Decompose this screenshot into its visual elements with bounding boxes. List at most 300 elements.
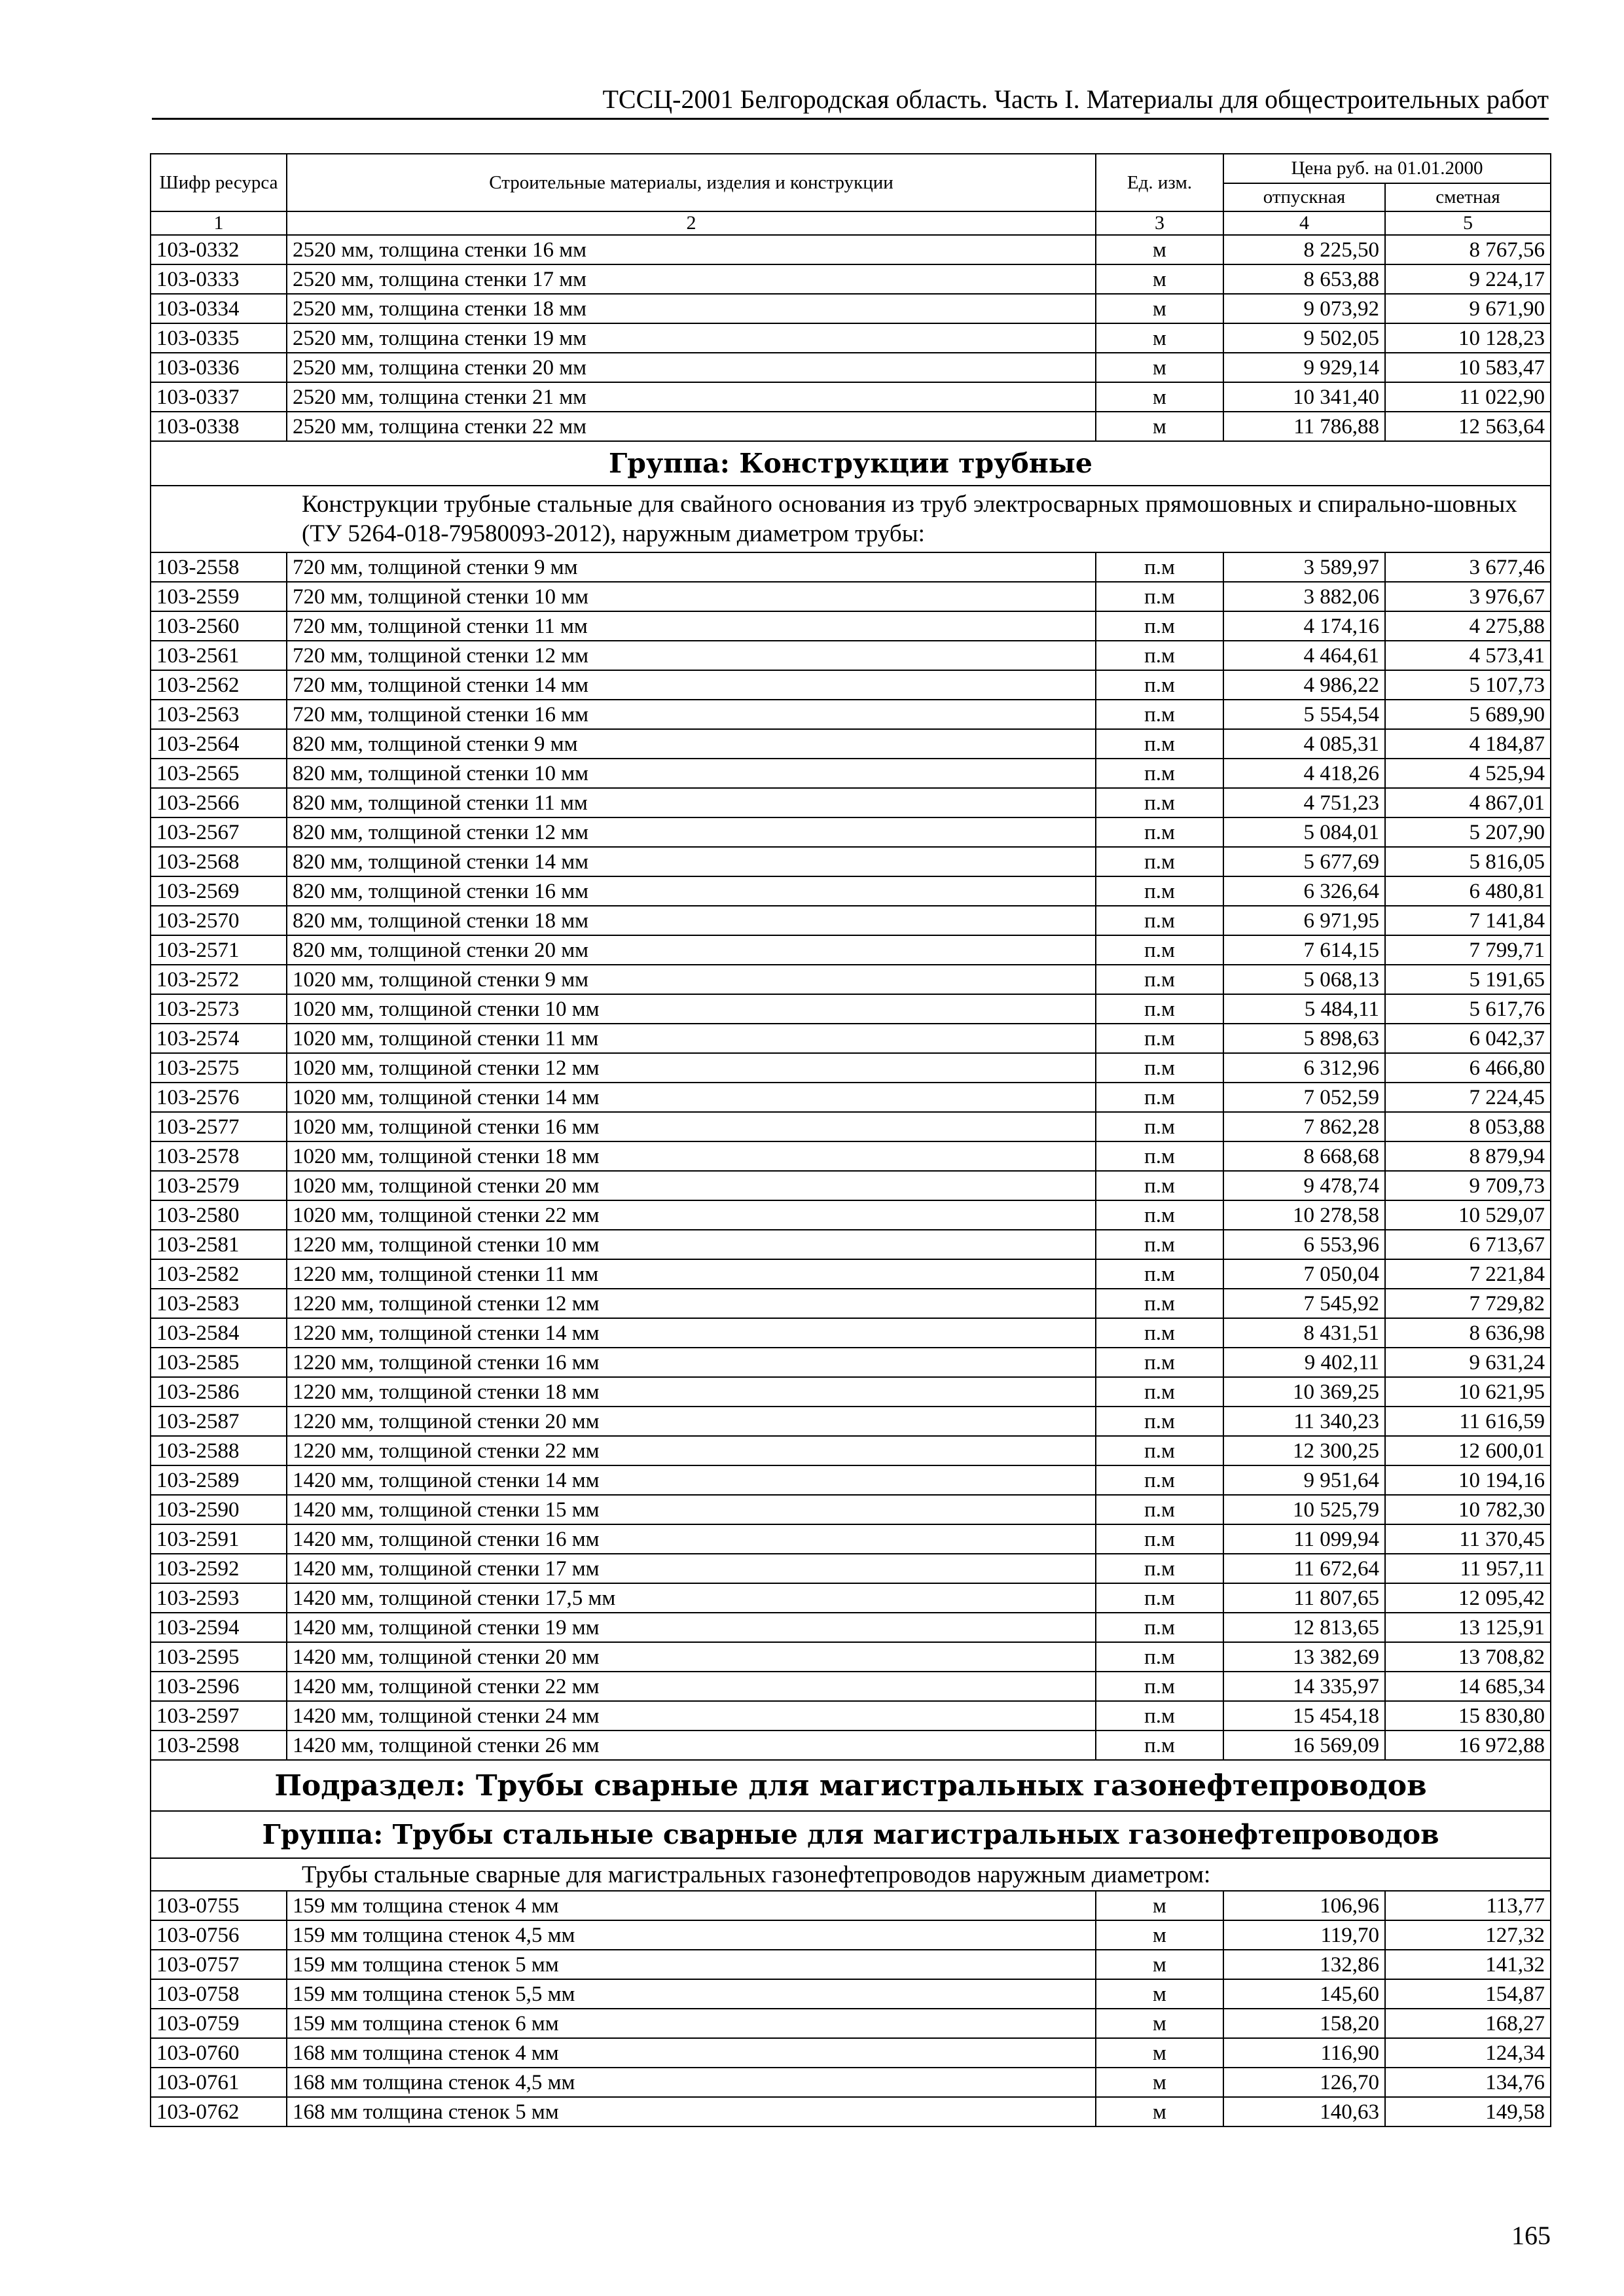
table-row <box>151 1920 1551 1950</box>
estimate-price: 127,32 <box>1385 1920 1551 1950</box>
header-estimate-price: сметная <box>1385 183 1551 211</box>
table-row <box>151 582 1551 611</box>
material-name: 1020 мм, толщиной стенки 12 мм <box>287 1053 1096 1083</box>
page-number: 165 <box>1511 2221 1551 2250</box>
table-row <box>151 1083 1551 1112</box>
unit-cell: п.м <box>1096 641 1223 670</box>
unit-cell: м <box>1096 2097 1223 2126</box>
release-price: 145,60 <box>1223 1979 1385 2009</box>
material-name: 2520 мм, толщина стенки 21 мм <box>287 382 1096 412</box>
group-description-row <box>151 486 1551 552</box>
table-row <box>151 1642 1551 1672</box>
release-price: 116,90 <box>1223 2038 1385 2068</box>
estimate-price: 8 636,98 <box>1385 1318 1551 1348</box>
resource-code: 103-0332 <box>151 235 287 264</box>
unit-cell: п.м <box>1096 1024 1223 1053</box>
resource-code: 103-2597 <box>151 1701 287 1731</box>
material-name: 1020 мм, толщиной стенки 14 мм <box>287 1083 1096 1112</box>
release-price: 6 326,64 <box>1223 876 1385 906</box>
resource-code: 103-0333 <box>151 264 287 294</box>
release-price: 9 402,11 <box>1223 1348 1385 1377</box>
release-price: 6 971,95 <box>1223 906 1385 935</box>
unit-cell: п.м <box>1096 1495 1223 1524</box>
table-row <box>151 1318 1551 1348</box>
material-name: 2520 мм, толщина стенки 22 мм <box>287 412 1096 441</box>
estimate-price: 7 224,45 <box>1385 1083 1551 1112</box>
material-name: 1420 мм, толщиной стенки 14 мм <box>287 1465 1096 1495</box>
resource-code: 103-2578 <box>151 1141 287 1171</box>
estimate-price: 12 600,01 <box>1385 1436 1551 1465</box>
estimate-price: 8 879,94 <box>1385 1141 1551 1171</box>
table-row <box>151 670 1551 700</box>
estimate-price: 16 972,88 <box>1385 1731 1551 1760</box>
unit-cell: п.м <box>1096 1053 1223 1083</box>
unit-cell: п.м <box>1096 876 1223 906</box>
release-price: 9 502,05 <box>1223 323 1385 353</box>
unit-cell: м <box>1096 1950 1223 1979</box>
estimate-price: 5 617,76 <box>1385 994 1551 1024</box>
estimate-price: 9 631,24 <box>1385 1348 1551 1377</box>
material-name: 1020 мм, толщиной стенки 11 мм <box>287 1024 1096 1053</box>
material-name: 159 мм толщина стенок 4,5 мм <box>287 1920 1096 1950</box>
estimate-price: 141,32 <box>1385 1950 1551 1979</box>
table-row <box>151 1672 1551 1701</box>
resource-code: 103-2566 <box>151 788 287 817</box>
estimate-price: 10 583,47 <box>1385 353 1551 382</box>
table-row <box>151 2068 1551 2097</box>
resource-code: 103-2563 <box>151 700 287 729</box>
table-row <box>151 1053 1551 1083</box>
resource-code: 103-2586 <box>151 1377 287 1407</box>
resource-code: 103-2580 <box>151 1200 287 1230</box>
estimate-price: 13 125,91 <box>1385 1613 1551 1642</box>
group-heading-row <box>151 1811 1551 1858</box>
estimate-price: 4 275,88 <box>1385 611 1551 641</box>
unit-cell: м <box>1096 323 1223 353</box>
estimate-price: 113,77 <box>1385 1891 1551 1920</box>
resource-code: 103-2561 <box>151 641 287 670</box>
unit-cell: п.м <box>1096 670 1223 700</box>
resource-code: 103-2573 <box>151 994 287 1024</box>
estimate-price: 9 671,90 <box>1385 294 1551 323</box>
table-row <box>151 1950 1551 1979</box>
release-price: 4 751,23 <box>1223 788 1385 817</box>
resource-code: 103-2596 <box>151 1672 287 1701</box>
estimate-price: 9 224,17 <box>1385 264 1551 294</box>
resource-code: 103-2562 <box>151 670 287 700</box>
material-name: 159 мм толщина стенок 5 мм <box>287 1950 1096 1979</box>
material-name: 2520 мм, толщина стенки 17 мм <box>287 264 1096 294</box>
release-price: 14 335,97 <box>1223 1672 1385 1701</box>
resource-code: 103-0758 <box>151 1979 287 2009</box>
material-name: 1020 мм, толщиной стенки 9 мм <box>287 965 1096 994</box>
column-number: 2 <box>287 211 1096 235</box>
material-name: 1420 мм, толщиной стенки 20 мм <box>287 1642 1096 1672</box>
unit-cell: п.м <box>1096 906 1223 935</box>
material-name: 1220 мм, толщиной стенки 20 мм <box>287 1407 1096 1436</box>
table-body-pipes <box>151 552 1551 1760</box>
material-name: 820 мм, толщиной стенки 14 мм <box>287 847 1096 876</box>
group-description: Конструкции трубные стальные для свайного основания из труб электросварных прямошовных и спирально-шовных (ТУ 5264-018-79580093-2012), наружным диаметром трубы: <box>151 486 1551 552</box>
table-row <box>151 2097 1551 2126</box>
release-price: 8 653,88 <box>1223 264 1385 294</box>
unit-cell: п.м <box>1096 1230 1223 1259</box>
unit-cell: п.м <box>1096 1318 1223 1348</box>
estimate-price: 3 677,46 <box>1385 552 1551 582</box>
unit-cell: п.м <box>1096 965 1223 994</box>
group-description-row <box>151 1858 1551 1891</box>
estimate-price: 4 573,41 <box>1385 641 1551 670</box>
resource-code: 103-0338 <box>151 412 287 441</box>
unit-cell: м <box>1096 1979 1223 2009</box>
material-name: 2520 мм, толщина стенки 18 мм <box>287 294 1096 323</box>
resource-code: 103-2577 <box>151 1112 287 1141</box>
material-name: 720 мм, толщиной стенки 9 мм <box>287 552 1096 582</box>
resource-code: 103-0760 <box>151 2038 287 2068</box>
header-release-price: отпускная <box>1223 183 1385 211</box>
table-row <box>151 1731 1551 1760</box>
table-row <box>151 552 1551 582</box>
table-row <box>151 1377 1551 1407</box>
table-row <box>151 965 1551 994</box>
release-price: 12 300,25 <box>1223 1436 1385 1465</box>
table-row <box>151 1141 1551 1171</box>
resource-code: 103-2572 <box>151 965 287 994</box>
unit-cell: м <box>1096 353 1223 382</box>
material-name: 1220 мм, толщиной стенки 11 мм <box>287 1259 1096 1289</box>
table-row <box>151 1891 1551 1920</box>
release-price: 6 312,96 <box>1223 1053 1385 1083</box>
material-name: 1020 мм, толщиной стенки 22 мм <box>287 1200 1096 1230</box>
material-name: 168 мм толщина стенок 4 мм <box>287 2038 1096 2068</box>
estimate-price: 5 816,05 <box>1385 847 1551 876</box>
resource-code: 103-2560 <box>151 611 287 641</box>
table-row <box>151 1024 1551 1053</box>
release-price: 6 553,96 <box>1223 1230 1385 1259</box>
material-name: 1220 мм, толщиной стенки 10 мм <box>287 1230 1096 1259</box>
unit-cell: п.м <box>1096 1348 1223 1377</box>
release-price: 7 050,04 <box>1223 1259 1385 1289</box>
estimate-price: 10 782,30 <box>1385 1495 1551 1524</box>
material-name: 1420 мм, толщиной стенки 17,5 мм <box>287 1583 1096 1613</box>
estimate-price: 6 713,67 <box>1385 1230 1551 1259</box>
material-name: 2520 мм, толщина стенки 19 мм <box>287 323 1096 353</box>
material-name: 820 мм, толщиной стенки 11 мм <box>287 788 1096 817</box>
release-price: 10 341,40 <box>1223 382 1385 412</box>
unit-cell: п.м <box>1096 1731 1223 1760</box>
document-title: ТССЦ-2001 Белгородская область. Часть I. Материалы для общестроительных работ <box>602 84 1549 114</box>
material-name: 159 мм толщина стенок 4 мм <box>287 1891 1096 1920</box>
material-name: 2520 мм, толщина стенки 16 мм <box>287 235 1096 264</box>
estimate-price: 10 128,23 <box>1385 323 1551 353</box>
table-row <box>151 847 1551 876</box>
estimate-price: 4 867,01 <box>1385 788 1551 817</box>
unit-cell: м <box>1096 1920 1223 1950</box>
subsection-heading: Подраздел: Трубы сварные для магистральных газонефтепроводов <box>151 1760 1551 1811</box>
release-price: 3 882,06 <box>1223 582 1385 611</box>
table-row <box>151 1259 1551 1289</box>
resource-code: 103-2585 <box>151 1348 287 1377</box>
release-price: 5 084,01 <box>1223 817 1385 847</box>
estimate-price: 11 022,90 <box>1385 382 1551 412</box>
resource-code: 103-2581 <box>151 1230 287 1259</box>
subsection-section <box>151 1760 1551 1891</box>
unit-cell: п.м <box>1096 1377 1223 1407</box>
release-price: 3 589,97 <box>1223 552 1385 582</box>
unit-cell: п.м <box>1096 935 1223 965</box>
material-name: 1420 мм, толщиной стенки 17 мм <box>287 1554 1096 1583</box>
release-price: 8 431,51 <box>1223 1318 1385 1348</box>
group-description: Трубы стальные сварные для магистральных газонефтепроводов наружным диаметром: <box>151 1858 1551 1891</box>
material-name: 720 мм, толщиной стенки 10 мм <box>287 582 1096 611</box>
table-row <box>151 817 1551 847</box>
estimate-price: 7 799,71 <box>1385 935 1551 965</box>
estimate-price: 154,87 <box>1385 1979 1551 2009</box>
unit-cell: п.м <box>1096 729 1223 759</box>
material-name: 1420 мм, толщиной стенки 15 мм <box>287 1495 1096 1524</box>
release-price: 8 668,68 <box>1223 1141 1385 1171</box>
table-row <box>151 1701 1551 1731</box>
unit-cell: п.м <box>1096 1583 1223 1613</box>
estimate-price: 12 563,64 <box>1385 412 1551 441</box>
table-body-top <box>151 235 1551 441</box>
release-price: 16 569,09 <box>1223 1731 1385 1760</box>
unit-cell: м <box>1096 2038 1223 2068</box>
material-name: 1020 мм, толщиной стенки 20 мм <box>287 1171 1096 1200</box>
resource-code: 103-0755 <box>151 1891 287 1920</box>
release-price: 10 278,58 <box>1223 1200 1385 1230</box>
column-numbers-row <box>151 211 1551 235</box>
material-name: 1220 мм, толщиной стенки 12 мм <box>287 1289 1096 1318</box>
estimate-price: 10 621,95 <box>1385 1377 1551 1407</box>
table-row <box>151 1524 1551 1554</box>
estimate-price: 8 053,88 <box>1385 1112 1551 1141</box>
unit-cell: п.м <box>1096 788 1223 817</box>
estimate-price: 11 616,59 <box>1385 1407 1551 1436</box>
resource-code: 103-2579 <box>151 1171 287 1200</box>
release-price: 106,96 <box>1223 1891 1385 1920</box>
resource-code: 103-2567 <box>151 817 287 847</box>
release-price: 15 454,18 <box>1223 1701 1385 1731</box>
material-name: 820 мм, толщиной стенки 12 мм <box>287 817 1096 847</box>
material-name: 820 мм, толщиной стенки 18 мм <box>287 906 1096 935</box>
resource-code: 103-2576 <box>151 1083 287 1112</box>
material-name: 159 мм толщина стенок 5,5 мм <box>287 1979 1096 2009</box>
estimate-price: 5 207,90 <box>1385 817 1551 847</box>
table-row <box>151 412 1551 441</box>
table-row <box>151 1495 1551 1524</box>
estimate-price: 14 685,34 <box>1385 1672 1551 1701</box>
resource-code: 103-2574 <box>151 1024 287 1053</box>
resource-code: 103-0762 <box>151 2097 287 2126</box>
table-row <box>151 1289 1551 1318</box>
estimate-price: 7 221,84 <box>1385 1259 1551 1289</box>
release-price: 5 898,63 <box>1223 1024 1385 1053</box>
unit-cell: п.м <box>1096 1289 1223 1318</box>
unit-cell: п.м <box>1096 817 1223 847</box>
release-price: 4 174,16 <box>1223 611 1385 641</box>
column-number: 1 <box>151 211 287 235</box>
table-row <box>151 353 1551 382</box>
unit-cell: м <box>1096 412 1223 441</box>
estimate-price: 7 141,84 <box>1385 906 1551 935</box>
material-name: 168 мм толщина стенок 4,5 мм <box>287 2068 1096 2097</box>
resource-code: 103-2593 <box>151 1583 287 1613</box>
estimate-price: 11 957,11 <box>1385 1554 1551 1583</box>
table-row <box>151 382 1551 412</box>
release-price: 11 786,88 <box>1223 412 1385 441</box>
release-price: 5 484,11 <box>1223 994 1385 1024</box>
resource-code: 103-0761 <box>151 2068 287 2097</box>
material-name: 1420 мм, толщиной стенки 26 мм <box>287 1731 1096 1760</box>
release-price: 13 382,69 <box>1223 1642 1385 1672</box>
column-number: 4 <box>1223 211 1385 235</box>
unit-cell: п.м <box>1096 1200 1223 1230</box>
unit-cell: п.м <box>1096 1701 1223 1731</box>
resource-code: 103-2582 <box>151 1259 287 1289</box>
unit-cell: м <box>1096 235 1223 264</box>
unit-cell: п.м <box>1096 1171 1223 1200</box>
resource-code: 103-2590 <box>151 1495 287 1524</box>
release-price: 126,70 <box>1223 2068 1385 2097</box>
material-name: 820 мм, толщиной стенки 10 мм <box>287 759 1096 788</box>
table-row <box>151 1583 1551 1613</box>
resource-code: 103-2568 <box>151 847 287 876</box>
resource-code: 103-2564 <box>151 729 287 759</box>
estimate-price: 124,34 <box>1385 2038 1551 2068</box>
material-name: 1020 мм, толщиной стенки 10 мм <box>287 994 1096 1024</box>
group-heading: Группа: Конструкции трубные <box>151 441 1551 486</box>
resource-code: 103-2565 <box>151 759 287 788</box>
unit-cell: м <box>1096 382 1223 412</box>
resource-code: 103-2589 <box>151 1465 287 1495</box>
estimate-price: 5 107,73 <box>1385 670 1551 700</box>
resource-code: 103-2575 <box>151 1053 287 1083</box>
estimate-price: 12 095,42 <box>1385 1583 1551 1613</box>
resource-code: 103-2594 <box>151 1613 287 1642</box>
table-body-gas <box>151 1891 1551 2126</box>
material-name: 1420 мм, толщиной стенки 22 мм <box>287 1672 1096 1701</box>
unit-cell: п.м <box>1096 700 1223 729</box>
table-row <box>151 1230 1551 1259</box>
material-name: 1220 мм, толщиной стенки 16 мм <box>287 1348 1096 1377</box>
page-header <box>152 77 1549 120</box>
table-row <box>151 1348 1551 1377</box>
material-name: 720 мм, толщиной стенки 14 мм <box>287 670 1096 700</box>
unit-cell: м <box>1096 264 1223 294</box>
release-price: 7 614,15 <box>1223 935 1385 965</box>
unit-cell: п.м <box>1096 552 1223 582</box>
release-price: 9 478,74 <box>1223 1171 1385 1200</box>
resource-code: 103-2592 <box>151 1554 287 1583</box>
estimate-price: 4 525,94 <box>1385 759 1551 788</box>
resource-code: 103-2570 <box>151 906 287 935</box>
unit-cell: п.м <box>1096 847 1223 876</box>
group-heading: Группа: Трубы стальные сварные для магистральных газонефтепроводов <box>151 1811 1551 1858</box>
resource-code: 103-2559 <box>151 582 287 611</box>
material-name: 1220 мм, толщиной стенки 22 мм <box>287 1436 1096 1465</box>
unit-cell: п.м <box>1096 1613 1223 1642</box>
table-row <box>151 264 1551 294</box>
release-price: 4 464,61 <box>1223 641 1385 670</box>
table-row <box>151 1112 1551 1141</box>
release-price: 7 862,28 <box>1223 1112 1385 1141</box>
release-price: 4 418,26 <box>1223 759 1385 788</box>
resource-code: 103-2598 <box>151 1731 287 1760</box>
table-header <box>151 154 1551 235</box>
unit-cell: п.м <box>1096 1642 1223 1672</box>
release-price: 4 986,22 <box>1223 670 1385 700</box>
resource-code: 103-0335 <box>151 323 287 353</box>
resource-code: 103-2587 <box>151 1407 287 1436</box>
material-name: 820 мм, толщиной стенки 20 мм <box>287 935 1096 965</box>
release-price: 4 085,31 <box>1223 729 1385 759</box>
material-name: 720 мм, толщиной стенки 11 мм <box>287 611 1096 641</box>
material-name: 820 мм, толщиной стенки 9 мм <box>287 729 1096 759</box>
material-name: 820 мм, толщиной стенки 16 мм <box>287 876 1096 906</box>
unit-cell: п.м <box>1096 1407 1223 1436</box>
resource-code: 103-2583 <box>151 1289 287 1318</box>
unit-cell: п.м <box>1096 582 1223 611</box>
unit-cell: п.м <box>1096 1112 1223 1141</box>
material-name: 159 мм толщина стенок 6 мм <box>287 2009 1096 2038</box>
group-heading-row <box>151 441 1551 486</box>
unit-cell: п.м <box>1096 1259 1223 1289</box>
release-price: 12 813,65 <box>1223 1613 1385 1642</box>
header-name: Строительные материалы, изделия и конструкции <box>287 154 1096 211</box>
table-row <box>151 729 1551 759</box>
group-section-1 <box>151 441 1551 552</box>
material-name: 1020 мм, толщиной стенки 16 мм <box>287 1112 1096 1141</box>
estimate-price: 11 370,45 <box>1385 1524 1551 1554</box>
unit-cell: п.м <box>1096 1672 1223 1701</box>
estimate-price: 134,76 <box>1385 2068 1551 2097</box>
material-name: 2520 мм, толщина стенки 20 мм <box>287 353 1096 382</box>
release-price: 7 545,92 <box>1223 1289 1385 1318</box>
estimate-price: 149,58 <box>1385 2097 1551 2126</box>
table-row <box>151 1171 1551 1200</box>
header-unit: Ед. изм. <box>1096 154 1223 211</box>
table-row <box>151 2038 1551 2068</box>
release-price: 8 225,50 <box>1223 235 1385 264</box>
resource-code: 103-2571 <box>151 935 287 965</box>
estimate-price: 3 976,67 <box>1385 582 1551 611</box>
material-name: 168 мм толщина стенок 5 мм <box>287 2097 1096 2126</box>
estimate-price: 10 194,16 <box>1385 1465 1551 1495</box>
release-price: 11 340,23 <box>1223 1407 1385 1436</box>
release-price: 132,86 <box>1223 1950 1385 1979</box>
estimate-price: 13 708,82 <box>1385 1642 1551 1672</box>
estimate-price: 7 729,82 <box>1385 1289 1551 1318</box>
resource-code: 103-2558 <box>151 552 287 582</box>
resource-code: 103-0336 <box>151 353 287 382</box>
estimate-price: 15 830,80 <box>1385 1701 1551 1731</box>
header-code: Шифр ресурса <box>151 154 287 211</box>
resource-code: 103-2569 <box>151 876 287 906</box>
table-row <box>151 876 1551 906</box>
table-row <box>151 235 1551 264</box>
release-price: 5 068,13 <box>1223 965 1385 994</box>
resource-code: 103-0759 <box>151 2009 287 2038</box>
estimate-price: 5 689,90 <box>1385 700 1551 729</box>
material-name: 720 мм, толщиной стенки 16 мм <box>287 700 1096 729</box>
estimate-price: 6 466,80 <box>1385 1053 1551 1083</box>
unit-cell: п.м <box>1096 1465 1223 1495</box>
release-price: 9 073,92 <box>1223 294 1385 323</box>
subsection-heading-row <box>151 1760 1551 1811</box>
release-price: 140,63 <box>1223 2097 1385 2126</box>
table-row <box>151 1436 1551 1465</box>
